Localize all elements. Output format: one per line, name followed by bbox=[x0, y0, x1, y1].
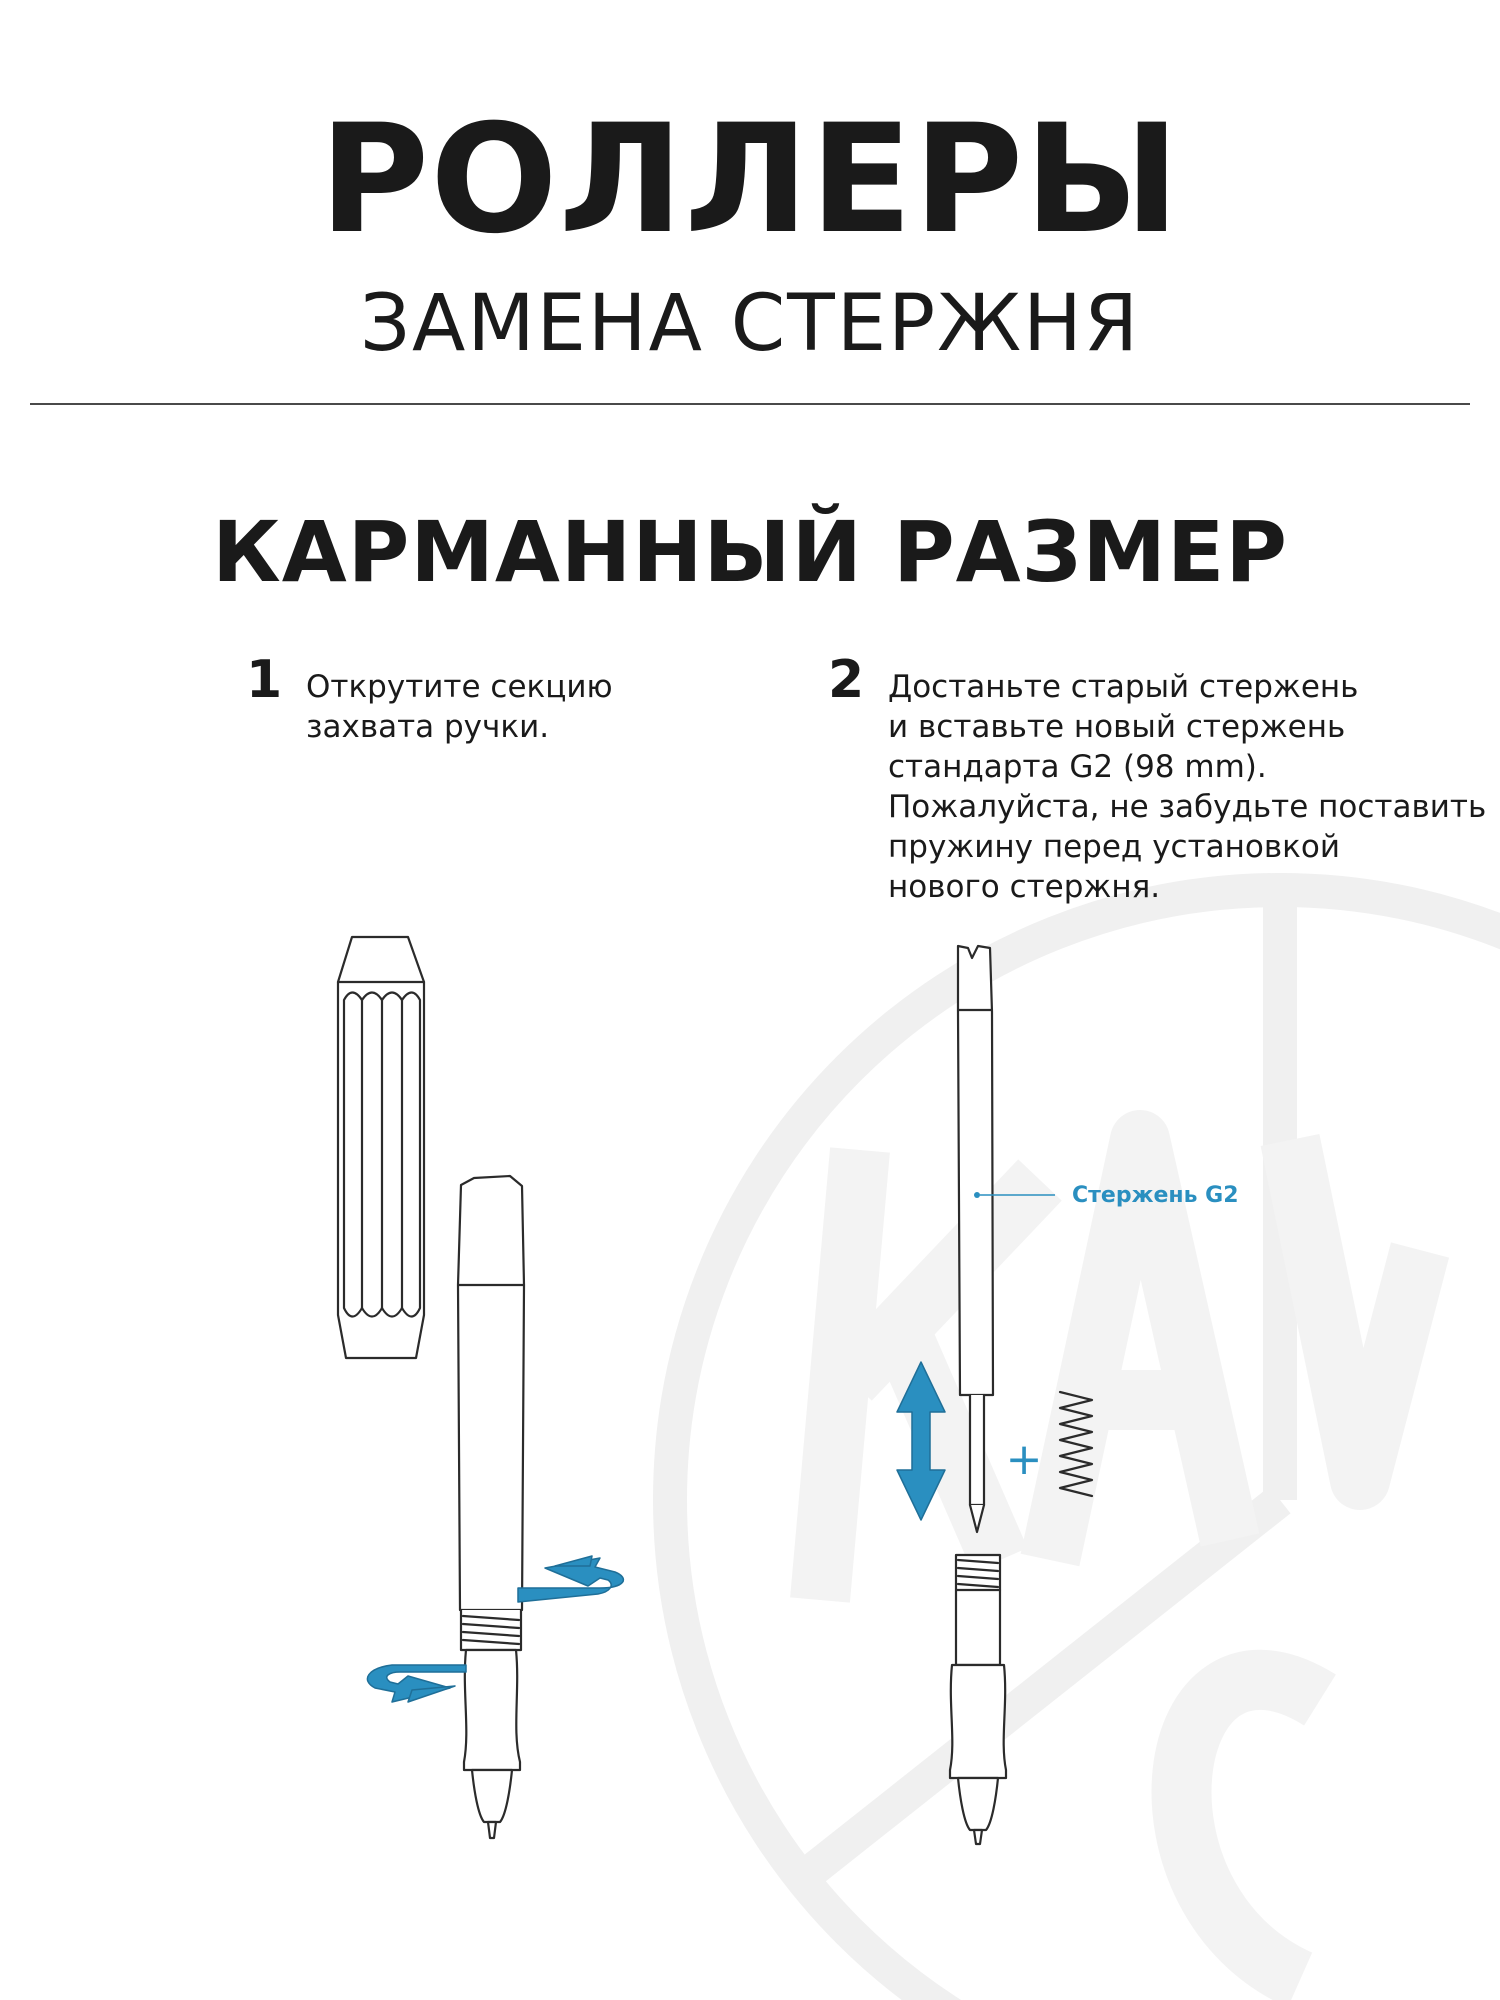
step-2-line: стандарта G2 (98 mm). bbox=[888, 749, 1267, 785]
refill-illustration bbox=[958, 946, 993, 1532]
step-2-line: пружину перед установкой bbox=[888, 829, 1340, 865]
section-title: КАРМАННЫЙ РАЗМЕР bbox=[212, 503, 1288, 601]
pen-cap-illustration bbox=[338, 937, 424, 1358]
step-2-line: Достаньте старый стержень bbox=[888, 669, 1359, 705]
step-1-line: захвата ручки. bbox=[306, 709, 550, 745]
spring-illustration bbox=[1060, 1392, 1092, 1496]
rotate-arrow-lower-icon bbox=[367, 1665, 466, 1702]
page-subtitle: ЗАМЕНА СТЕРЖНЯ bbox=[359, 279, 1141, 369]
step-2-line: нового стержня. bbox=[888, 869, 1161, 905]
rotate-arrow-upper-icon bbox=[518, 1556, 623, 1602]
step-2-number: 2 bbox=[828, 650, 865, 710]
plus-sign: + bbox=[1005, 1434, 1043, 1485]
step-2-line: Пожалуйста, не забудьте поставить bbox=[888, 789, 1487, 825]
refill-label: Стержень G2 bbox=[1072, 1183, 1239, 1208]
step-2-line: и вставьте новый стержень bbox=[888, 709, 1346, 745]
page-title: РОЛЛЕРЫ bbox=[319, 93, 1181, 267]
step-1-number: 1 bbox=[246, 650, 283, 710]
pen-body-illustration bbox=[458, 1176, 524, 1838]
double-arrow-vertical-icon bbox=[897, 1362, 945, 1520]
step-1-line: Открутите секцию bbox=[306, 669, 613, 705]
grip-section-illustration bbox=[950, 1555, 1006, 1844]
